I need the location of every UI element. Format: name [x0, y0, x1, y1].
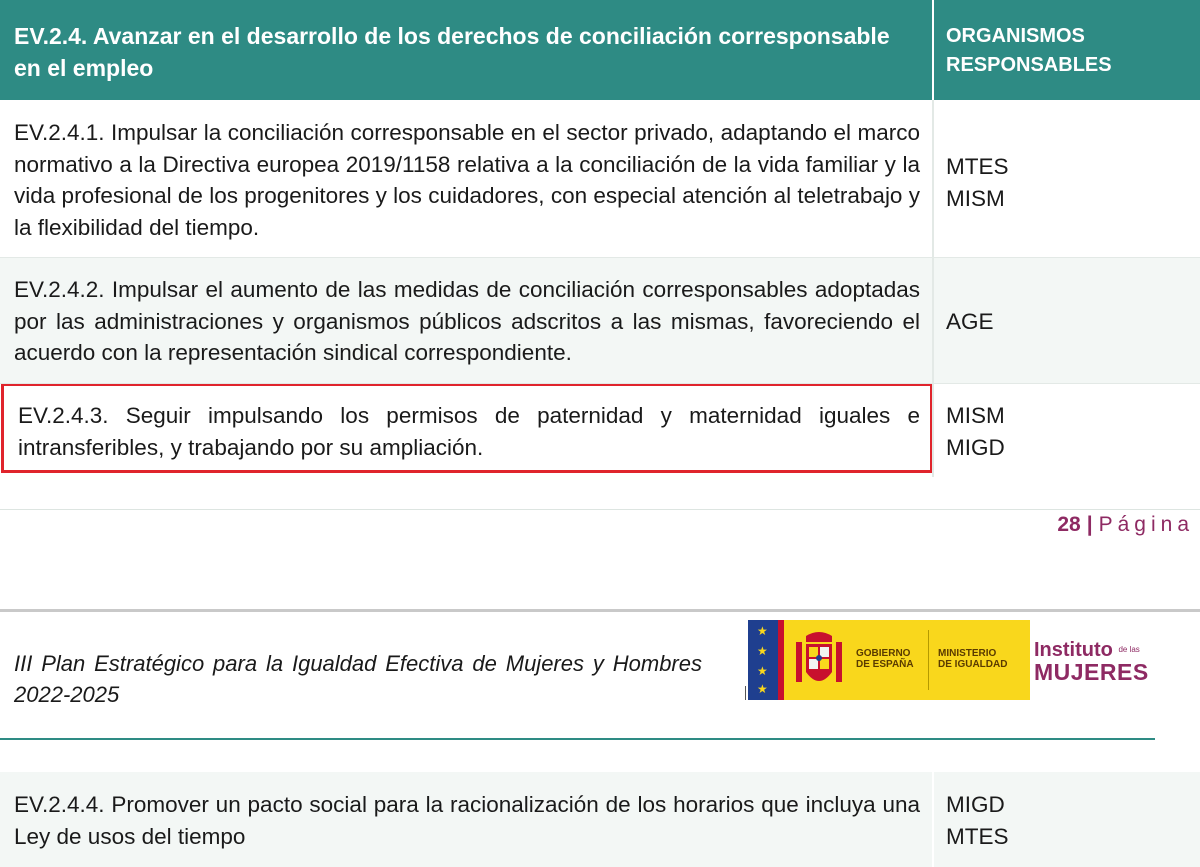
page-separator: |	[1086, 513, 1093, 536]
page-number	[1057, 513, 1194, 537]
row-divider	[0, 257, 1200, 258]
page-word: Página	[1098, 513, 1194, 536]
instituto-mujeres-logo	[1034, 640, 1149, 684]
org-label: MIGD	[946, 792, 1005, 817]
coat-of-arms-icon	[792, 628, 846, 692]
org-label: MISM	[946, 403, 1005, 428]
column-divider	[932, 772, 934, 867]
org-label: MIGD	[946, 434, 1005, 460]
logo-text: de las	[1118, 645, 1140, 654]
row-divider	[0, 383, 1200, 384]
table-header-title: EV.2.4. Avanzar en el desarrollo de los derechos de conciliación corresponsable en el empleo	[0, 0, 932, 100]
document-title: III Plan Estratégico para la Igualdad Efectiva de Mujeres y Hombres 2022-2025	[14, 651, 702, 707]
table-row-organisms	[934, 772, 1200, 867]
table-row-organisms	[934, 257, 1200, 383]
row-text: EV.2.4.3. Seguir impulsando los permisos de paternidad y maternidad iguales e intransferibles, y trabajando por su ampliación.	[18, 403, 920, 460]
row-text: EV.2.4.1. Impulsar la conciliación corresponsable en el sector privado, adaptando el marco normativo a la Directiva europea 2019/1158 relativa a la conciliación de la vida familiar y la vida profesional de los progenitores y los cuidadores, con especial atención al teletrabajo y la flexibilidad del tiempo.	[14, 120, 920, 240]
logo-text: DE ESPAÑA	[856, 659, 914, 670]
highlight-box	[1, 383, 933, 473]
ministry-label	[938, 648, 1007, 670]
flag-stripe	[784, 620, 786, 700]
logo-text: Instituto	[1034, 639, 1113, 661]
row-divider	[0, 509, 1200, 510]
logo-text: MUJERES	[1034, 659, 1149, 685]
table-row-main	[0, 257, 932, 383]
header-rule	[0, 738, 1155, 740]
table-row-main	[0, 100, 932, 257]
logo-text: GOBIERNO	[856, 648, 911, 659]
org-label: MISM	[946, 185, 1005, 211]
row-text: EV.2.4.4. Promover un pacto social para la racionalización de los horarios que incluya una Ley de usos del tiempo	[14, 792, 920, 849]
column-divider	[932, 100, 934, 477]
table-row-main	[0, 772, 932, 867]
government-label	[856, 648, 914, 670]
page-number-value: 28	[1057, 513, 1081, 536]
logo-text: DE IGUALDAD	[938, 659, 1008, 670]
page-break	[0, 609, 1200, 612]
logo-divider	[928, 630, 929, 690]
government-logo	[748, 620, 1030, 700]
table-row-organisms	[934, 383, 1200, 477]
logo-text: MINISTERIO	[938, 648, 997, 659]
org-label: MTES	[946, 154, 1009, 179]
divider-tick	[745, 686, 746, 700]
org-label: AGE	[946, 309, 994, 334]
eu-flag-icon: ★ ★ ★ ★	[748, 620, 778, 700]
org-label: MTES	[946, 823, 1009, 849]
table-header-organisms: ORGANISMOS RESPONSABLES	[934, 0, 1200, 100]
table-row-organisms	[934, 100, 1200, 257]
row-text: EV.2.4.2. Impulsar el aumento de las medidas de conciliación corresponsables adoptadas por las administraciones y organismos públicos adscritos a las mismas, favoreciendo el acuerdo con la representación sindical correspondiente.	[14, 277, 920, 365]
